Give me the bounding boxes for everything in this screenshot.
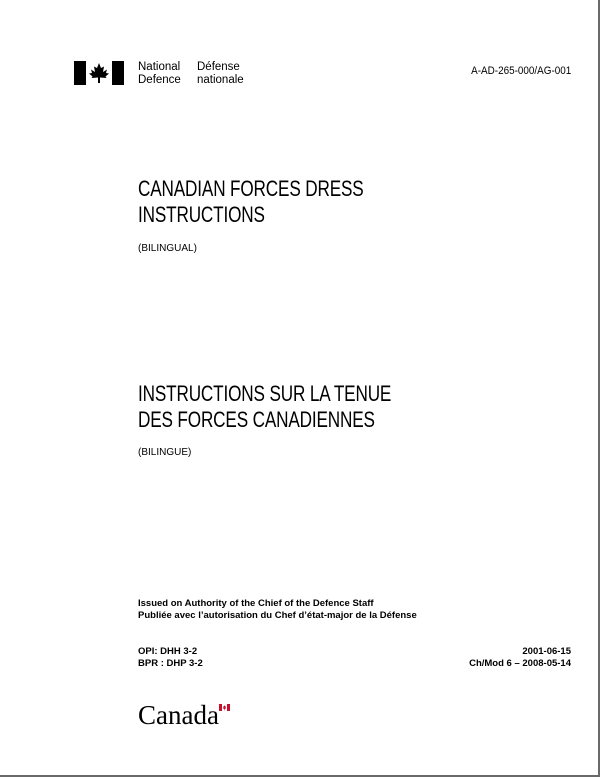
department-line: Defence (138, 74, 181, 86)
canada-flag-symbol (74, 61, 124, 85)
department-line: Défense (197, 61, 240, 73)
document-number: A-AD-265-000/AG-001 (470, 65, 571, 77)
department-line: National (138, 61, 181, 73)
title-line: INSTRUCTIONS SUR LA TENUE (138, 381, 392, 406)
title-line: CANADIAN FORCES DRESS (138, 176, 364, 201)
authority-statement (138, 598, 417, 622)
opi-french: BPR : DHP 3-2 (138, 658, 203, 669)
english-bilingual-note: (BILINGUAL) (138, 243, 197, 254)
french-bilingual-note: (BILINGUE) (138, 447, 192, 458)
issue-date: 2001-06-15 (522, 646, 571, 657)
title-line: INSTRUCTIONS (138, 202, 265, 227)
change-date: Ch/Mod 6 – 2008-05-14 (469, 658, 571, 669)
canada-wordmark: Canada (138, 700, 219, 730)
document-dates (469, 646, 571, 670)
english-title (138, 176, 364, 228)
opi-english: OPI: DHH 3-2 (138, 646, 198, 657)
authority-english: Issued on Authority of the Chief of the Defence Staff (138, 598, 374, 609)
title-line: DES FORCES CANADIENNES (138, 407, 375, 432)
authority-french: Publiée avec l’autorisation du Chef d’état-major de la Défense (138, 610, 417, 621)
office-of-primary-interest (138, 646, 203, 670)
department-name-english (138, 61, 181, 87)
maple-leaf-icon (89, 63, 109, 83)
wordmark-flag-icon (219, 704, 230, 711)
french-title (138, 381, 391, 433)
department-line: nationale (197, 74, 244, 86)
department-name-french (197, 61, 244, 87)
